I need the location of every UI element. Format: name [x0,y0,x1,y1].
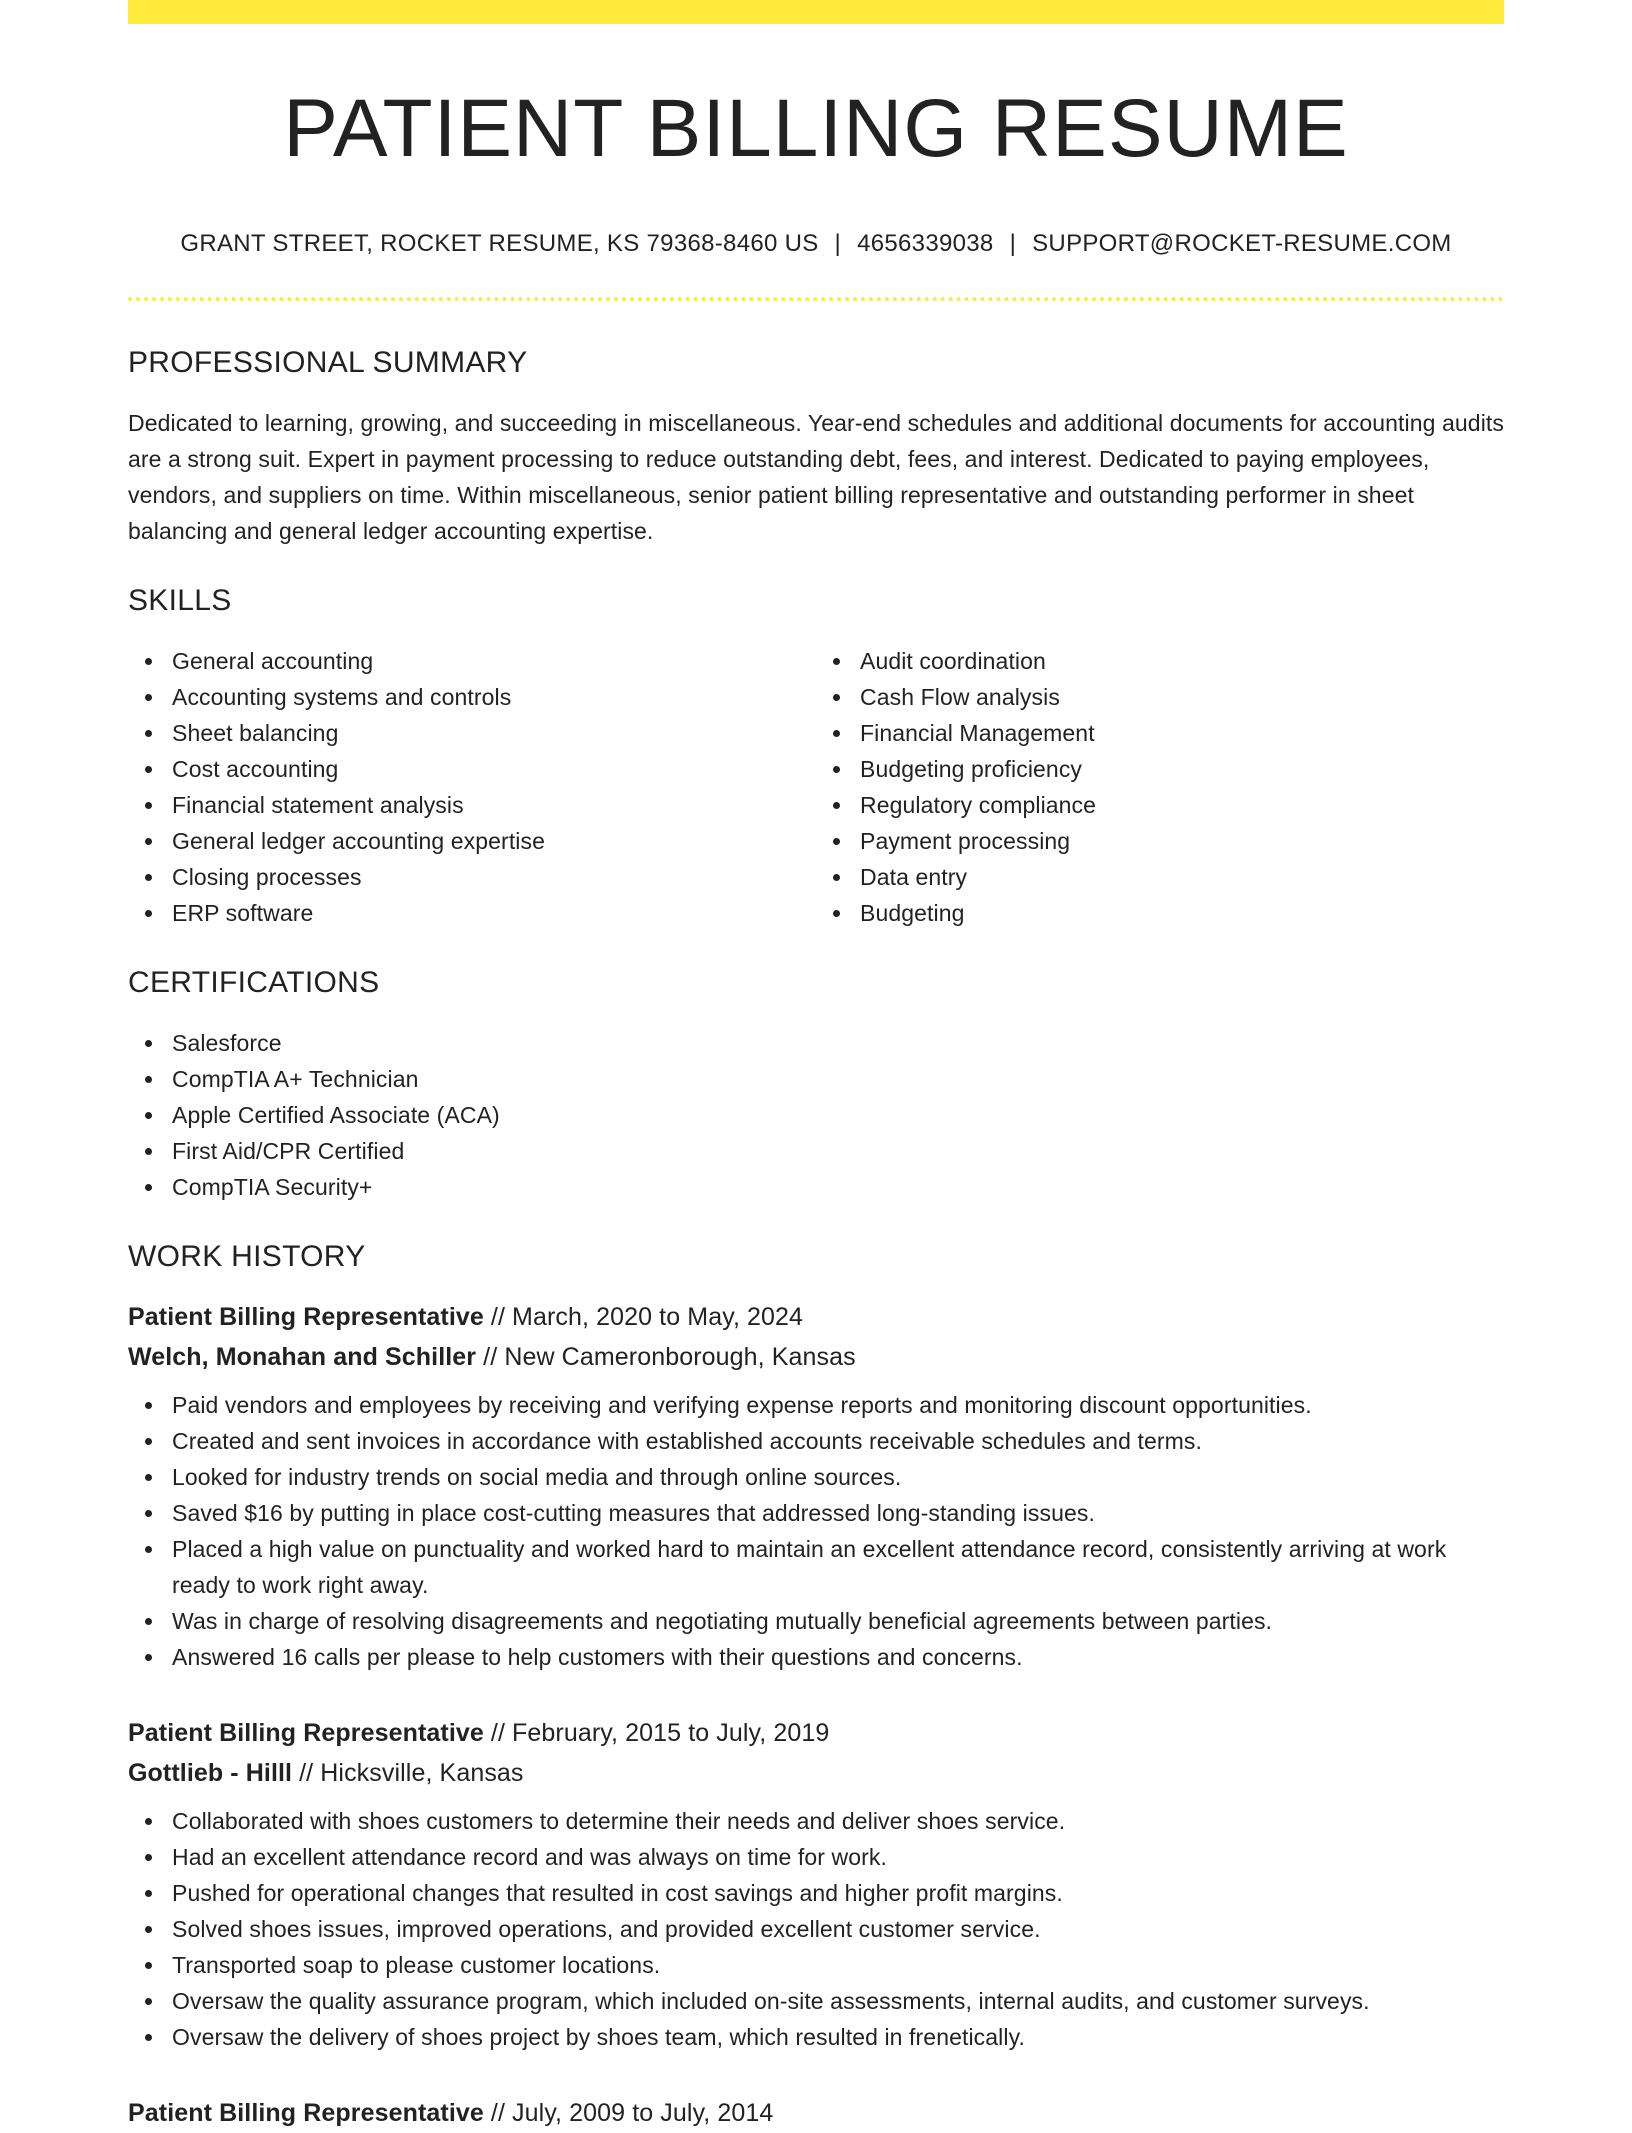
work-history-heading: WORK HISTORY [128,1239,366,1273]
skills-columns [128,643,1504,931]
dotted-divider [128,297,1504,301]
skill-item: Budgeting [860,895,1504,931]
job-title: Patient Billing Representative [128,1718,484,1747]
job-dates: // February, 2015 to July, 2019 [483,1718,830,1747]
skill-item: Regulatory compliance [860,787,1504,823]
contact-separator: | [834,230,842,258]
skill-item: Closing processes [172,859,816,895]
summary-heading: PROFESSIONAL SUMMARY [128,345,528,379]
job-duty-item: Oversaw the quality assurance program, which included on-site assessments, internal audits, and customer surveys. [172,1983,1504,2019]
skill-item: Payment processing [860,823,1504,859]
skills-list-left [128,643,816,931]
certification-item: CompTIA Security+ [172,1169,1504,1205]
resume-title: PATIENT BILLING RESUME [283,83,1349,174]
job-duty-item: Transported soap to please customer locations. [172,1947,1504,1983]
skill-item: Data entry [860,859,1504,895]
job-duty-item: Oversaw the delivery of shoes project by shoes team, which resulted in frenetically. [172,2019,1504,2055]
skill-item: General accounting [172,643,816,679]
certifications-heading: CERTIFICATIONS [128,965,380,999]
job-duty-item: Collaborated with shoes customers to determine their needs and deliver shoes service. [172,1803,1504,1839]
skills-heading: SKILLS [128,583,232,617]
skill-item: Budgeting proficiency [860,751,1504,787]
top-accent-bar [128,0,1504,24]
job-title-line [128,2093,1504,2133]
job-entry [128,2093,1504,2133]
job-duty-item: Was in charge of resolving disagreements and negotiating mutually beneficial agreements between parties. [172,1603,1504,1639]
contact-phone: 4656339038 [857,230,994,258]
job-dates: // July, 2009 to July, 2014 [483,2098,774,2127]
certification-item: Salesforce [172,1025,1504,1061]
skill-item: Financial statement analysis [172,787,816,823]
job-company: Welch, Monahan and Schiller [128,1342,477,1371]
job-duty-item: Had an excellent attendance record and was always on time for work. [172,1839,1504,1875]
job-company-line [128,1753,1504,1793]
job-title-line [128,1713,1504,1753]
skill-item: Audit coordination [860,643,1504,679]
skills-list-right [816,643,1504,931]
contact-separator: | [1009,230,1017,258]
job-duty-item: Saved $16 by putting in place cost-cutting measures that addressed long-standing issues. [172,1495,1504,1531]
contact-email[interactable]: SUPPORT@ROCKET-RESUME.COM [1032,230,1452,258]
job-location: // Hicksville, Kansas [292,1758,524,1787]
certification-item: CompTIA A+ Technician [172,1061,1504,1097]
contact-address: GRANT STREET, ROCKET RESUME, KS 79368-8460 US [180,230,819,258]
job-title: Patient Billing Representative [128,2098,484,2127]
summary-text: Dedicated to learning, growing, and succeeding in miscellaneous. Year-end schedules and additional documents for accounting audits are a strong suit. Expert in payment processing to reduce outstanding debt, fees, and interest. Dedicated to paying employees, vendors, and suppliers on time. Within miscellaneous, senior patient billing representative and outstanding performer in sheet balancing and general ledger accounting expertise. [128,409,1504,544]
certifications-list [128,1025,1504,1205]
job-title-line [128,1297,1504,1337]
skill-item: Accounting systems and controls [172,679,816,715]
job-duty-item: Looked for industry trends on social media and through online sources. [172,1459,1504,1495]
job-entry [128,1713,1504,2055]
certification-item: First Aid/CPR Certified [172,1133,1504,1169]
job-duty-item: Pushed for operational changes that resulted in cost savings and higher profit margins. [172,1875,1504,1911]
job-company-line [128,1337,1504,1377]
job-dates: // March, 2020 to May, 2024 [483,1302,804,1331]
skill-item: Financial Management [860,715,1504,751]
skill-item: Cash Flow analysis [860,679,1504,715]
skill-item: ERP software [172,895,816,931]
skill-item: Cost accounting [172,751,816,787]
job-duty-item: Paid vendors and employees by receiving and verifying expense reports and monitoring discount opportunities. [172,1387,1504,1423]
job-duty-item: Created and sent invoices in accordance with established accounts receivable schedules and terms. [172,1423,1504,1459]
job-duty-item: Placed a high value on punctuality and worked hard to maintain an excellent attendance record, consistently arriving at work ready to work right away. [172,1531,1504,1603]
job-location: // New Cameronborough, Kansas [476,1342,856,1371]
job-duties-list [128,1803,1504,2055]
resume-page [128,0,1504,2133]
certification-item: Apple Certified Associate (ACA) [172,1097,1504,1133]
job-duties-list [128,1387,1504,1675]
skill-item: General ledger accounting expertise [172,823,816,859]
job-title: Patient Billing Representative [128,1302,484,1331]
job-entry [128,1297,1504,1675]
skill-item: Sheet balancing [172,715,816,751]
contact-line [128,230,1504,259]
job-company: Gottlieb - Hilll [128,1758,293,1787]
job-duty-item: Solved shoes issues, improved operations, and provided excellent customer service. [172,1911,1504,1947]
job-duty-item: Answered 16 calls per please to help customers with their questions and concerns. [172,1639,1504,1675]
